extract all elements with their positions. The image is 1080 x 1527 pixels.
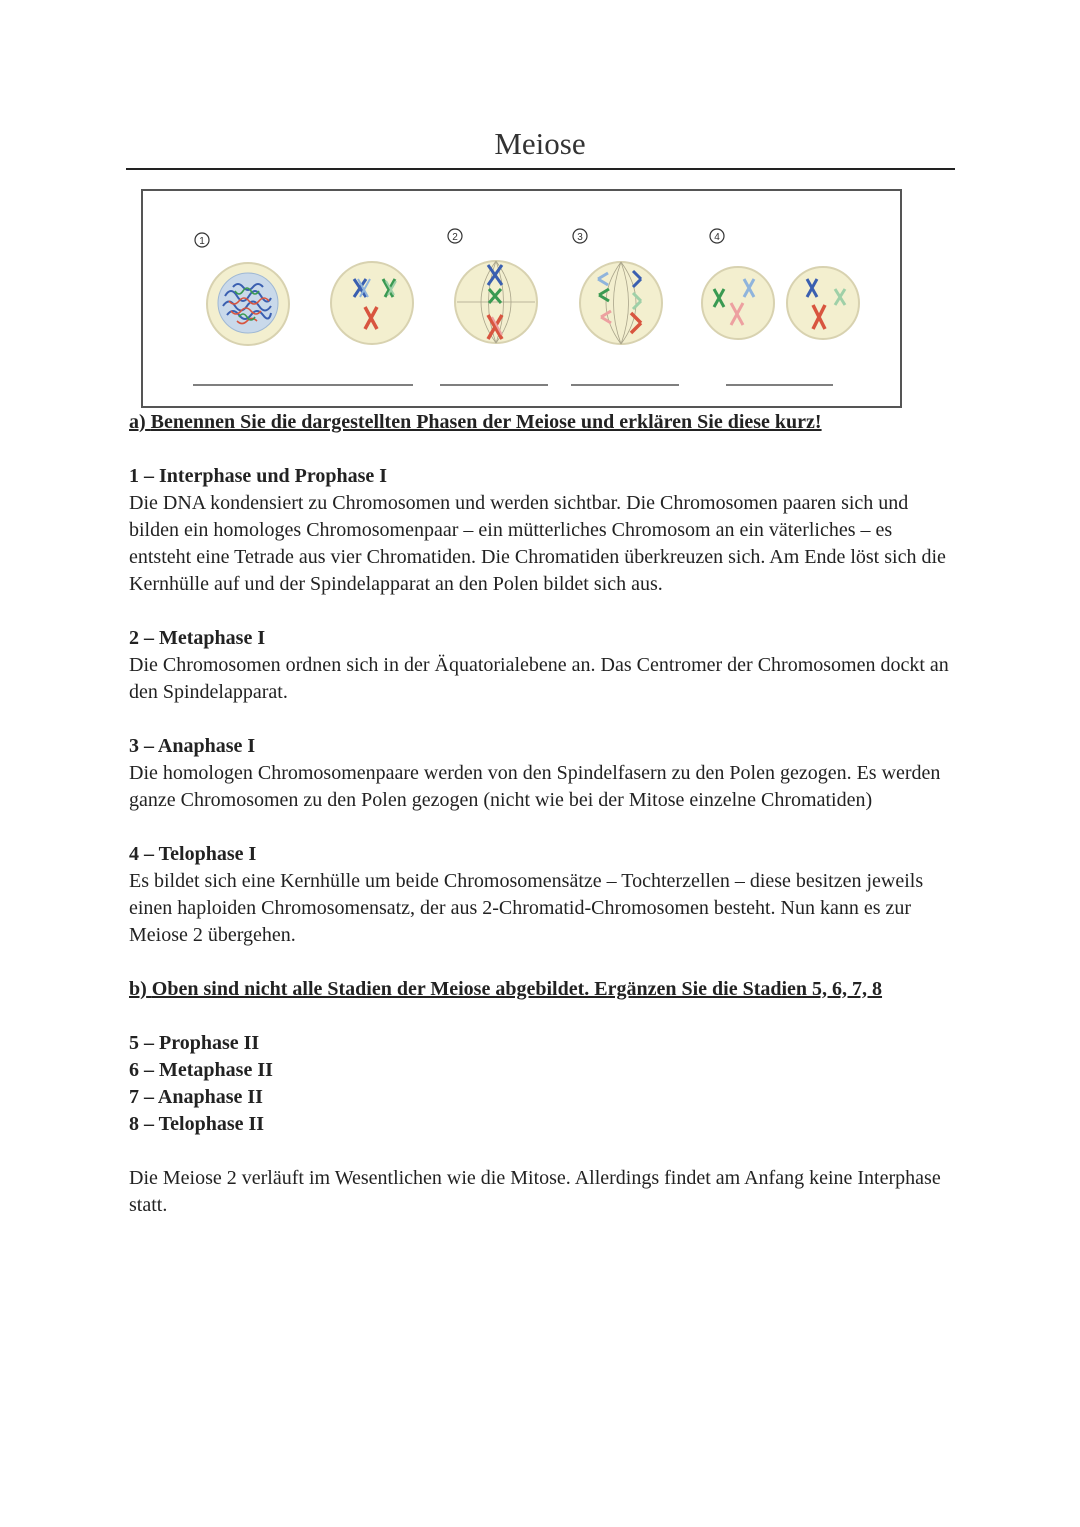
stage-item: 5 – Prophase II (129, 1032, 260, 1054)
cell-telophase-1-left (702, 267, 774, 339)
phase-2-heading: 2 – Metaphase I (129, 627, 266, 649)
stage-number-3 (573, 229, 587, 243)
stage-number-4 (710, 229, 724, 243)
cell-metaphase-1 (455, 261, 537, 343)
stage-item: 6 – Metaphase II (129, 1059, 273, 1081)
phase-1-text: Die DNA kondensiert zu Chromosomen und werden sichtbar. Die Chromosomen paaren sich und bilden ein homologes Chromosomenpaar – ein mütterliches Chromosom an ein väterliches – es entsteht eine Tetrade aus vier Chromatiden. Die Chromatiden überkreuzen sich. Am Ende löst sich die Kernhülle auf und der Spindelapparat an den Polen bildet sich aus. (129, 492, 946, 595)
cell-interphase (207, 263, 289, 345)
meiosis-figure (141, 189, 902, 408)
stage-item: 8 – Telophase II (129, 1113, 265, 1135)
svg-text:3: 3 (577, 232, 583, 243)
question-b: b) Oben sind nicht alle Stadien der Meiose abgebildet. Ergänzen Sie die Stadien 5, 6, 7, 8 (129, 978, 883, 1000)
stage-list (129, 1030, 959, 1138)
question-a: a) Benennen Sie die dargestellten Phasen der Meiose und erklären Sie diese kurz! (129, 411, 822, 433)
svg-text:2: 2 (452, 232, 458, 243)
svg-text:4: 4 (714, 232, 720, 243)
stage-number-2 (448, 229, 462, 243)
cell-telophase-1-right (787, 267, 859, 339)
cell-anaphase-1 (580, 262, 662, 344)
phase-3-text: Die homologen Chromosomenpaare werden von den Spindelfasern zu den Polen gezogen. Es werden ganze Chromosomen zu den Polen gezogen (nicht wie bei der Mitose einzelne Chromatiden) (129, 762, 941, 811)
phase-2-text: Die Chromosomen ordnen sich in der Äquatorialebene an. Das Centromer der Chromosomen dockt an den Spindelapparat. (129, 654, 949, 703)
worksheet-content (129, 409, 959, 1219)
stage-number-1 (195, 233, 209, 247)
phase-4-text: Es bildet sich eine Kernhülle um beide Chromosomensätze – Tochterzellen – diese besitzen jeweils einen haploiden Chromosomensatz, der aus 2-Chromatid-Chromosomen besteht. Nun kann es zur Meiose 2 übergehen. (129, 870, 924, 946)
cell-prophase (331, 262, 413, 344)
svg-text:1: 1 (199, 236, 205, 247)
phase-3-heading: 3 – Anaphase I (129, 735, 256, 757)
phase-4-heading: 4 – Telophase I (129, 843, 257, 865)
stage-item: 7 – Anaphase II (129, 1086, 263, 1108)
title-underline (126, 168, 955, 170)
page-title: Meiose (494, 126, 586, 161)
phase-1-heading: 1 – Interphase und Prophase I (129, 465, 388, 487)
closing-text: Die Meiose 2 verläuft im Wesentlichen wie die Mitose. Allerdings findet am Anfang keine Interphase statt. (129, 1167, 941, 1216)
